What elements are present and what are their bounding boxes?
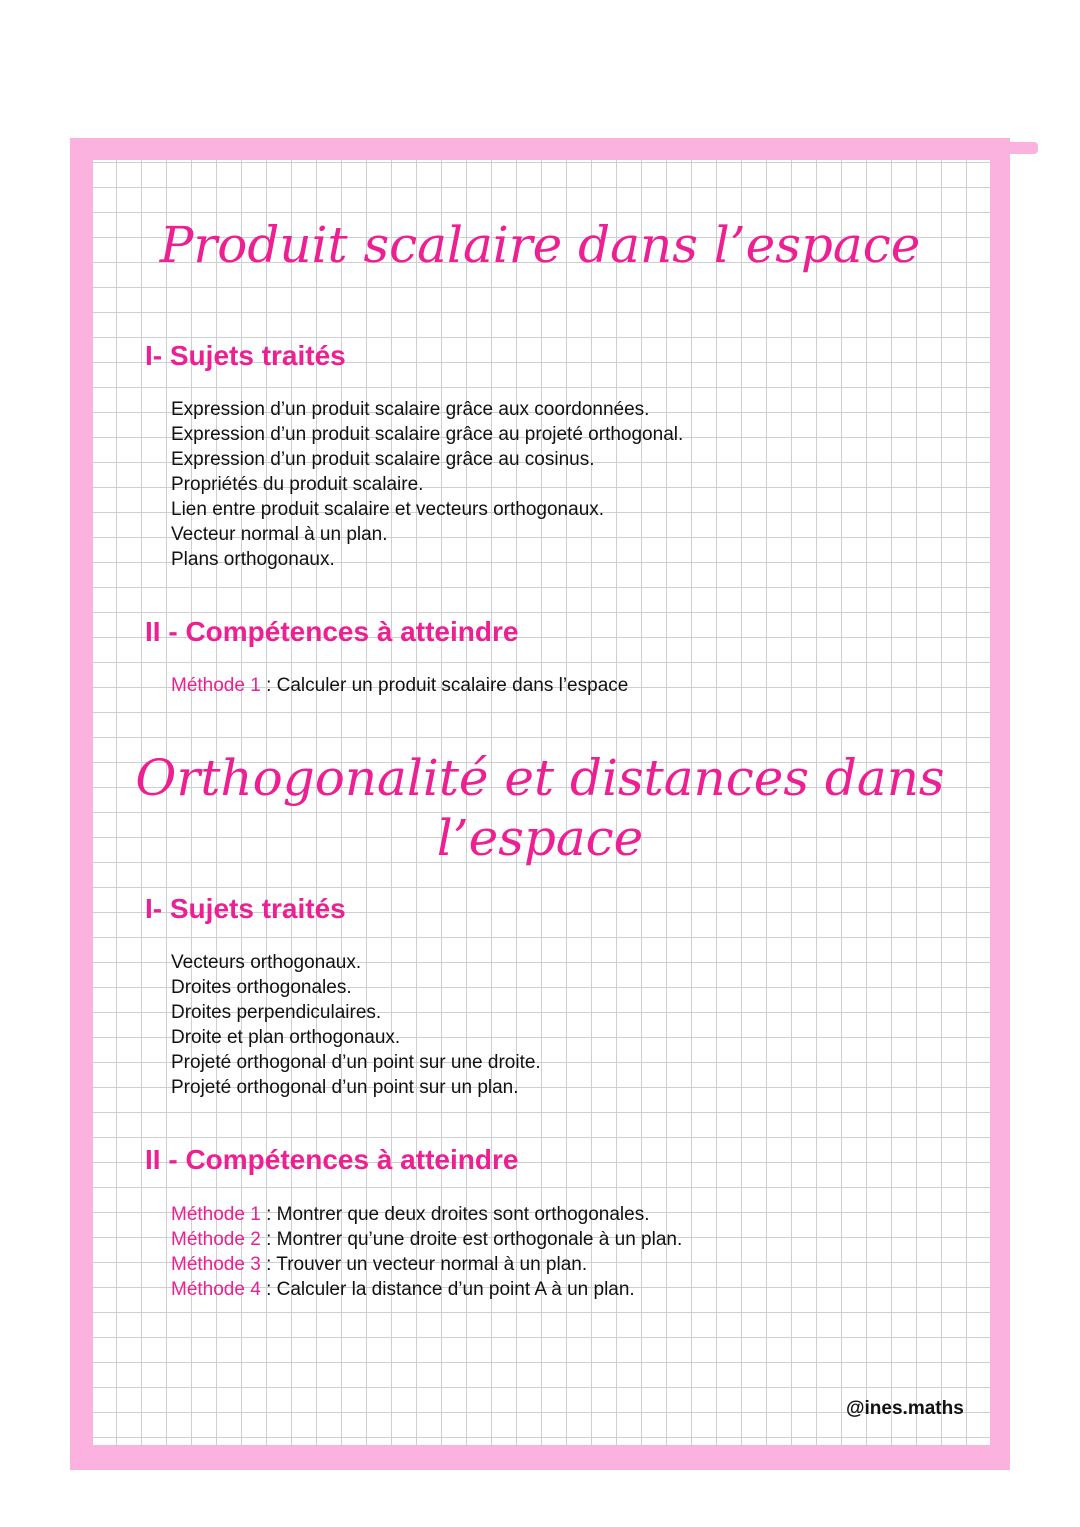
methode-text: : Montrer que deux droites sont orthogonales. — [260, 1204, 650, 1225]
methode-label: Méthode 1 — [171, 1204, 261, 1225]
list-item: Projeté orthogonal d’un point sur un plan. — [171, 1077, 519, 1098]
methode-label: Méthode 3 — [171, 1254, 261, 1275]
section1-sujets-list — [171, 397, 683, 572]
section1-title: Produit scalaire dans l’espace — [159, 216, 921, 274]
list-item: Expression d’un produit scalaire grâce au cosinus. — [171, 449, 595, 470]
methode-label: Méthode 1 — [171, 675, 261, 696]
frame-brush-stroke — [990, 142, 1038, 154]
methode-label: Méthode 2 — [171, 1229, 261, 1250]
methode-label: Méthode 4 — [171, 1279, 261, 1300]
section2-methodes-list — [171, 1202, 682, 1302]
list-item: Expression d’un produit scalaire grâce au projeté orthogonal. — [171, 424, 684, 445]
list-item: Droite et plan orthogonaux. — [171, 1027, 401, 1048]
methode-item — [171, 1277, 682, 1302]
methode-item — [171, 1202, 682, 1227]
methode-text: : Montrer qu’une droite est orthogonale à un plan. — [260, 1229, 683, 1250]
list-item: Lien entre produit scalaire et vecteurs orthogonaux. — [171, 499, 605, 520]
list-item: Vecteurs orthogonaux. — [171, 952, 362, 973]
author-credit: @ines.maths — [846, 1398, 964, 1419]
section2-competences-heading: II - Compétences à atteindre — [145, 1144, 519, 1175]
methode-item — [171, 1252, 682, 1277]
section1-competences-heading: II - Compétences à atteindre — [145, 616, 519, 647]
section2-title-line1: Orthogonalité et distances dans — [135, 749, 945, 807]
section2-title-line2: l’espace — [436, 809, 644, 867]
section1-sujets-heading: I- Sujets traités — [145, 340, 346, 371]
list-item: Droites perpendiculaires. — [171, 1002, 382, 1023]
methode-item — [171, 673, 628, 698]
section2-sujets-heading: I- Sujets traités — [145, 893, 346, 924]
list-item: Droites orthogonales. — [171, 977, 352, 998]
methode-text: : Trouver un vecteur normal à un plan. — [260, 1254, 588, 1275]
list-item: Projeté orthogonal d’un point sur une droite. — [171, 1052, 541, 1073]
list-item: Plans orthogonaux. — [171, 549, 335, 570]
list-item: Expression d’un produit scalaire grâce aux coordonnées. — [171, 399, 650, 420]
list-item: Vecteur normal à un plan. — [171, 524, 388, 545]
methode-text: : Calculer la distance d’un point A à un plan. — [260, 1279, 635, 1300]
list-item: Propriétés du produit scalaire. — [171, 474, 424, 495]
methode-item — [171, 1227, 682, 1252]
section1-methodes-list — [171, 673, 628, 698]
methode-text: : Calculer un produit scalaire dans l’espace — [260, 675, 629, 696]
section2-sujets-list — [171, 950, 541, 1100]
